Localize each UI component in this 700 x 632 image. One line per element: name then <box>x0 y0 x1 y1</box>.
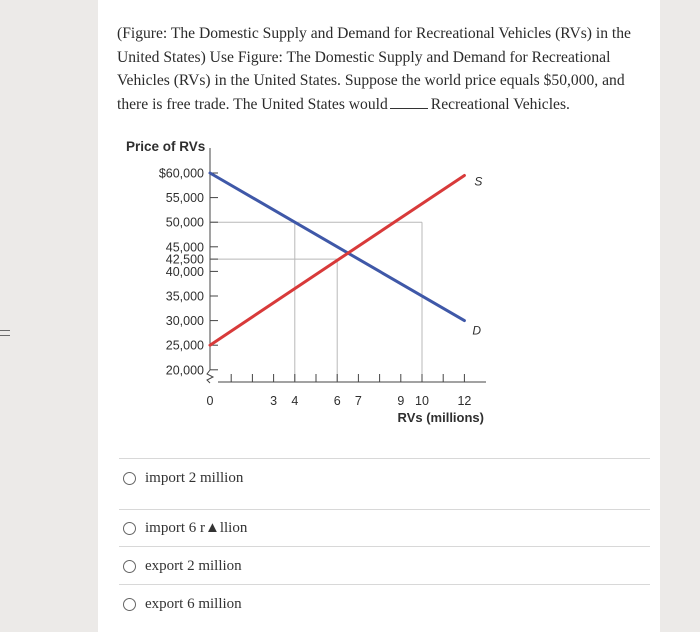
radio-button[interactable] <box>123 472 136 485</box>
edge-mark <box>0 330 10 336</box>
separator <box>119 458 650 459</box>
x-axis-label: RVs (millions) <box>397 410 484 425</box>
y-tick-label: 50,000 <box>165 215 204 230</box>
option-label: export 6 million <box>145 595 242 612</box>
answer-blank <box>390 107 428 109</box>
supply-demand-chart <box>98 130 518 430</box>
radio-button[interactable] <box>123 560 136 573</box>
demand-label: D <box>472 323 482 338</box>
y-tick-label: 40,000 <box>165 264 204 279</box>
x-tick-label: 4 <box>291 394 299 408</box>
y-tick-label: $60,000 <box>158 166 204 181</box>
supply-label: S <box>474 174 483 189</box>
option-label: import 2 million <box>145 469 244 486</box>
y-tick-label: 25,000 <box>165 338 204 353</box>
option-3[interactable] <box>123 555 242 577</box>
separator <box>119 546 650 547</box>
y-tick-label: 35,000 <box>165 289 204 304</box>
x-tick-label: 0 <box>206 394 214 408</box>
option-label: export 2 million <box>145 557 242 574</box>
plot-area <box>159 148 486 425</box>
option-1[interactable] <box>123 467 243 489</box>
separator <box>119 509 650 510</box>
separator <box>119 584 650 585</box>
y-tick-label: 55,000 <box>165 191 204 206</box>
x-tick-label: 12 <box>457 394 472 408</box>
question-stem: (Figure: The Domestic Supply and Demand for Recreational Vehicles (RVs) in the United States) Use Figure: The Domestic Supply and Demand for Recreational Vehicles (RVs) in the United States. Suppose the world price equals $50,000, and there is free trade. The United States would <box>117 25 631 113</box>
y-tick-label: 20,000 <box>165 363 204 378</box>
x-tick-label: 9 <box>397 394 405 408</box>
question-text <box>117 22 637 116</box>
y-axis-label: Price of RVs <box>126 139 206 154</box>
x-tick-label: 10 <box>415 394 429 408</box>
question-card <box>98 0 660 632</box>
option-4[interactable] <box>123 593 242 615</box>
radio-button[interactable] <box>123 598 136 611</box>
x-tick-label: 6 <box>333 394 341 408</box>
option-2[interactable] <box>123 517 247 539</box>
axis-break <box>207 370 213 383</box>
question-stem-end: Recreational Vehicles. <box>430 95 570 113</box>
x-tick-label: 7 <box>354 394 362 408</box>
y-tick-label: 42,500 <box>165 252 204 267</box>
y-tick-label: 45,000 <box>165 240 204 255</box>
y-tick-label: 30,000 <box>165 314 204 329</box>
radio-button[interactable] <box>123 522 136 535</box>
x-tick-label: 3 <box>270 394 278 408</box>
option-label: import 6 r▲llion <box>145 519 248 536</box>
